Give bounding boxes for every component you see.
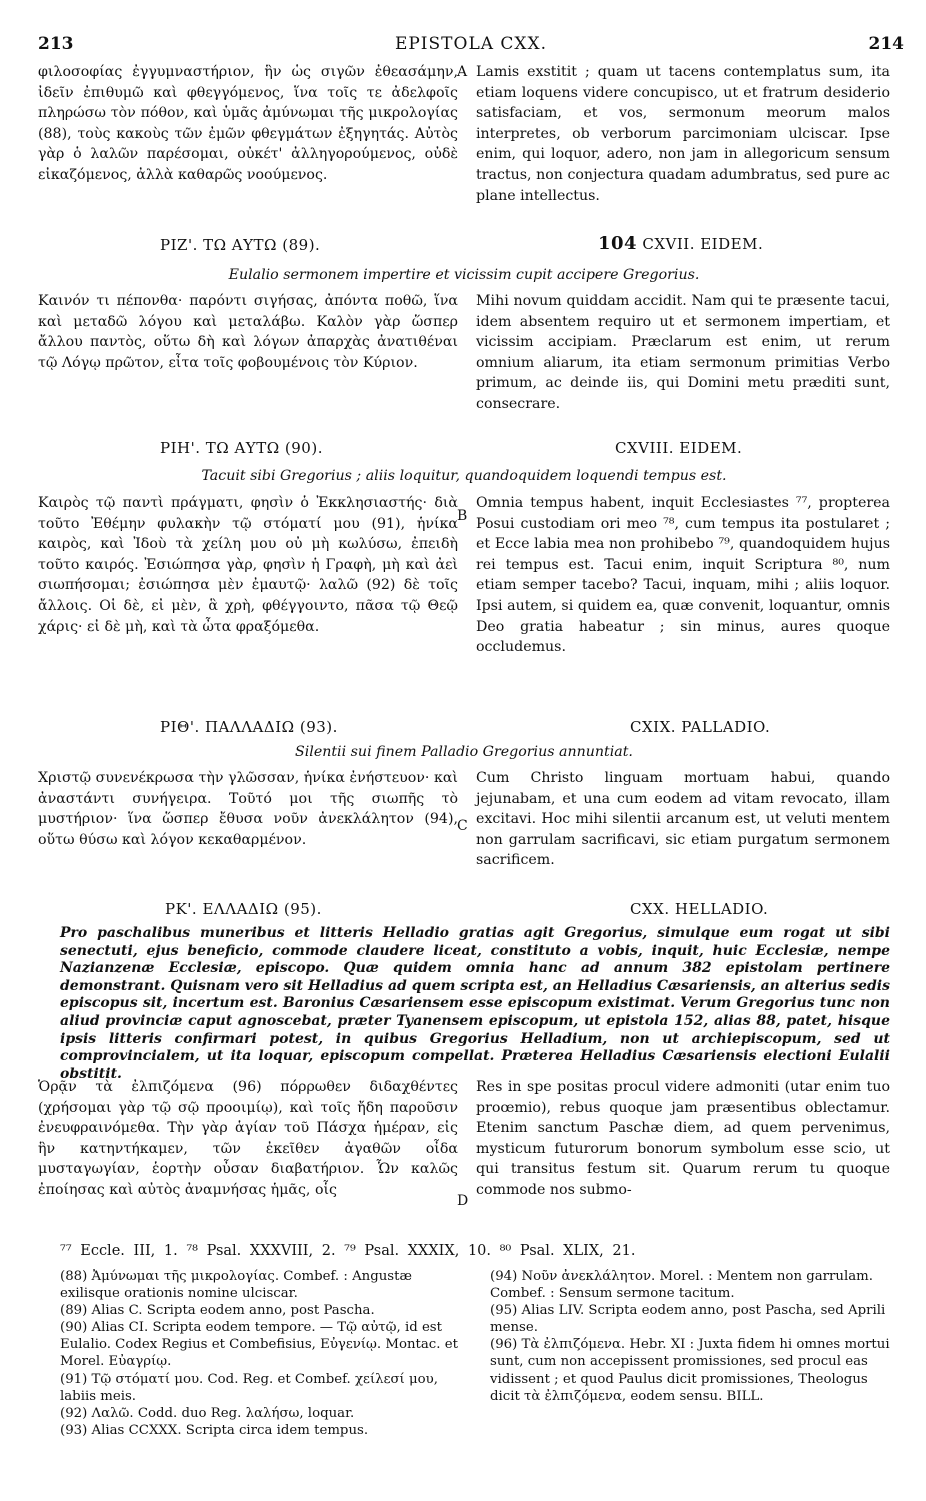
footnote: (93) Alias CCXXX. Scripta circa idem tempus.	[60, 1422, 369, 1438]
footnotes-right	[490, 1268, 890, 1405]
letter-117-argument: Eulalio sermonem impertire et vicissim cupit accipere Gregorius.	[228, 267, 700, 283]
footnote: (91) Τῷ στόματί μου. Cod. Reg. et Combef. χείλεσί μου, labiis meis.	[60, 1371, 438, 1404]
footnote: (92) Λαλῶ. Codd. duo Reg. λαλήσω, loquar.	[60, 1405, 355, 1421]
letter-117-latin: Mihi novum quiddam accidit. Nam qui te præsente tacui, idem absentem requiro ut et sermonem impertiam, et vicissim accipiam. Præclarum est enim, ut rerum omnium aliarum, ita etiam sermonum primitias Verbo primum, ac deinde iis, qui Domini metu præditi sunt, consecrare.	[476, 293, 890, 412]
letter-120-latin-heading: CXX. HELLADIO.	[630, 900, 769, 918]
letter-119-latin: Cum Christo linguam mortuam habui, quando jejunabam, et una cum eodem ad vitam revocato, illam excitavi. Hoc mihi silentii arcanum est, ut veluti mentem non garrulam sacrificavi, sic etiam purgatum sermonem sacrificem.	[476, 770, 890, 869]
letter-117-greek: Καινόν τι πέπονθα· παρόντι σιγήσας, ἀπόντα ποθῶ, ἵνα καὶ μεταδῶ λόγου καὶ μεταλάβω. Καλὸν γὰρ ὥσπερ ἄλλου παντὸς, οὕτω δὴ καὶ λόγων ἀπαρχὰς ἀνατιθέναι τῷ Λόγῳ πρῶτον, εἶτα τοῖς φοβουμένοις τὸν Κύριον.	[38, 293, 458, 371]
letter-118-greek: Καιρὸς τῷ παντὶ πράγματι, φησὶν ὁ Ἐκκλησιαστής· διὰ τοῦτο Ἐθέμην φυλακὴν τῷ στόματί μου (91), ἡνίκα καιρὸς, καὶ Ἰδοὺ τὰ χείλη μου οὐ μὴ κωλύσω, ἐπειδὴ τοῦτο καιρός. Ἐσιώπησα γὰρ, φησὶν ἡ Γραφὴ, μὴ καὶ ἀεὶ σιωπήσομαι; ἐσιώπησα μὲν ἐμαυτῷ· λαλῶ (92) δὲ τοῖς ἄλλοις. Οἱ δὲ, εἰ μὲν, ἃ χρὴ, φθέγγοιντο, πᾶσα τῷ Θεῷ χάρις· εἰ δὲ μὴ, καὶ τὰ ὦτα φραξόμεθα.	[38, 495, 458, 635]
intro-greek: φιλοσοφίας ἐγγυμναστήριον, ἣν ὡς σιγῶν ἐθεασάμην, ἰδεῖν ἐπιθυμῶ καὶ φθεγγόμενος, ἵνα τοῖς τε ἀδελφοῖς πληρώσω τὸν πόθον, καὶ ὑμᾶς ἀμύνωμαι τῆς μικρολογίας (88), τοὺς κακοὺς τῶν ἐμῶν φθεγμάτων ἐξηγητάς. Αὐτὸς γὰρ ὁ λαλῶν παρέσομαι, οὐκέτ' ἀλληγορούμενος, οὐδὲ εἰκαζόμενος, ἀλλὰ καθαρῶς νοούμενος.	[38, 64, 458, 183]
margin-letter-d: D	[457, 1193, 469, 1209]
letter-117-greek-heading: ΡΙΖ'. ΤΩ ΑΥΤΩ (89).	[160, 236, 321, 254]
running-title: EPISTOLA CXX.	[394, 34, 548, 54]
column-number: 104	[598, 233, 638, 254]
footnotes-left	[60, 1268, 465, 1439]
letter-119-greek-heading: ΡΙΘ'. ΠΑΛΛΑΔΙΩ (93).	[160, 718, 338, 736]
footnote: (88) Ἀμύνωμαι τῆς μικρολογίας. Combef. : Angustæ exilisque orationis nomine ulciscar.	[60, 1269, 412, 1302]
margin-letter-c: C	[457, 818, 468, 834]
letter-118-latin-heading: CXVIII. EIDEM.	[615, 439, 743, 457]
letter-118-greek-heading: ΡΙΗ'. ΤΩ ΑΥΤΩ (90).	[160, 439, 323, 457]
footnote: (95) Alias LIV. Scripta eodem anno, post Pascha, sed Aprili mense.	[490, 1303, 886, 1336]
footnote: (94) Νοῦν ἀνεκλάλητον. Morel. : Mentem non garrulam. Combef. : Sensum sermone tacitum.	[490, 1269, 873, 1302]
letter-120-latin: Res in spe positas procul videre admoniti (utar enim tuo proœmio), rebus quoque jam præsentibus oblectamur. Etenim sanctum Paschæ diem, ad quem pervenimus, mysticum futurorum bonorum symbolum esse scio, ut qui transitus festum sit. Quarum rerum tu quoque commode nos submo-	[476, 1079, 890, 1198]
letter-117-latin-heading: 104 CXVII. EIDEM.	[598, 233, 764, 254]
scripture-references: ⁷⁷ Eccle. III, 1. ⁷⁸ Psal. XXXVIII, 2. ⁷⁹ Psal. XXXIX, 10. ⁸⁰ Psal. XLIX, 21.	[60, 1243, 636, 1259]
letter-118-argument: Tacuit sibi Gregorius ; aliis loquitur, quandoquidem loquendi tempus est.	[201, 468, 727, 484]
running-header	[38, 34, 904, 56]
letter-119-argument: Silentii sui finem Palladio Gregorius annuntiat.	[295, 744, 633, 760]
letter-118-latin: Omnia tempus habent, inquit Ecclesiastes ⁷⁷, propterea Posui custodiam ori meo ⁷⁸, cum tempus ita postularet ; et Ecce labia mea non prohibebo ⁷⁹, quandoquidem hujus rei tempus est. Tacui enim, inquit Scriptura ⁸⁰, num etiam semper tacebo? Tacui, inquam, mihi ; aliis loquor. Ipsi autem, si quidem ea, quæ convenit, loquantur, omnis Deo gratia habeatur ; sin minus, aures quoque occludemus.	[476, 495, 890, 656]
margin-letter-a: A	[457, 64, 468, 80]
page-number-right: 214	[868, 34, 904, 54]
footnote: (90) Alias CI. Scripta eodem tempore. — Τῷ αὐτῷ, id est Eulalio. Codex Regius et Combefisius, Εὐγενίῳ. Montac. et Morel. Εὐαγρίῳ.	[60, 1320, 458, 1370]
footnote: (89) Alias C. Scripta eodem anno, post Pascha.	[60, 1303, 375, 1319]
margin-letter-b: B	[457, 508, 468, 524]
intro-latin: Lamis exstitit ; quam ut tacens contemplatus sum, ita etiam loquens videre concupisco, ut et fratrum desiderio satisfaciam, et vos, sermonum meorum malos interpretes, ob verborum parcimoniam ulciscar. Ipse enim, qui loquor, adero, non jam in allegoricum sensum tractus, non conjectura quadam adumbratus, sed pure ac plane intellectus.	[476, 64, 890, 204]
letter-119-latin-heading: CXIX. PALLADIO.	[630, 718, 771, 736]
footnote: (96) Τὰ ἐλπιζόμενα. Hebr. XI : Juxta fidem hi omnes mortui sunt, cum non accepissent promissiones, sed procul eas vidissent ; et quod Paulus dicit promissiones, Theologus dicit τὰ ἐλπιζόμενα, eodem sensu. BILL.	[490, 1337, 890, 1404]
letter-119-greek: Χριστῷ συνενέκρωσα τὴν γλῶσσαν, ἡνίκα ἐνήστευον· καὶ ἀναστάντι συνήγειρα. Τοῦτό μοι τῆς σιωπῆς τὸ μυστήριον· ἵνα ὥσπερ ἔθυσα νοῦν ἀνεκλάλητον (94), οὕτω θύσω καὶ λόγον κεκαθαρμένον.	[38, 770, 458, 848]
letter-120-greek-heading: ΡΚ'. ΕΛΛΑΔΙΩ (95).	[165, 900, 322, 918]
page-number-left: 213	[38, 34, 74, 54]
letter-120-argument: Pro paschalibus muneribus et litteris Helladio gratias agit Gregorius, simulque eum rogat ut sibi senectuti, ejus beneficio, commode claudere liceat, constituto a vobis, inquit, huic Ecclesiæ, nempe Nazianzenæ Ecclesiæ, episcopo. Quæ quidem omnia hanc ad annum 382 epistolam pertinere demonstrant. Quisnam vero sit Helladius ad quem scripta est, an Helladius Cæsariensis, an alterius sedis episcopus sit, incertum est. Baronius Cæsariensem esse episcopum existimat. Verum Gregorius tunc non aliud provinciæ caput agnoscebat, præter Tyanensem episcopum, ut epistola 152, alias 88, patet, hisque ipsis litteris confirmari potest, in quibus Gregorius Helladium, non ut archiepiscopum, sed ut comprovincialem, ut ita loquar, episcopum compellat. Præterea Helladius Cæsariensis electioni Eulalii obstitit.	[60, 925, 890, 1082]
letter-120-greek: Ὁρᾷν τὰ ἐλπιζόμενα (96) πόρρωθεν διδαχθέντες (χρήσομαι γὰρ τῷ σῷ προοιμίῳ), καὶ τοῖς ἤδη παροῦσιν ἐνευφραινόμεθα. Τὴν γὰρ ἁγίαν τοῦ Πάσχα ἡμέραν, εἰς ἣν κατηντήκαμεν, τῶν ἐκεῖθεν ἀγαθῶν οἶδα μυσταγωγίαν, ἑορτὴν οὖσαν διαβατήριον. Ὧν καλῶς ἐποίησας καὶ αὐτὸς ἀναμνήσας ἡμᾶς, οἷς	[38, 1079, 458, 1198]
